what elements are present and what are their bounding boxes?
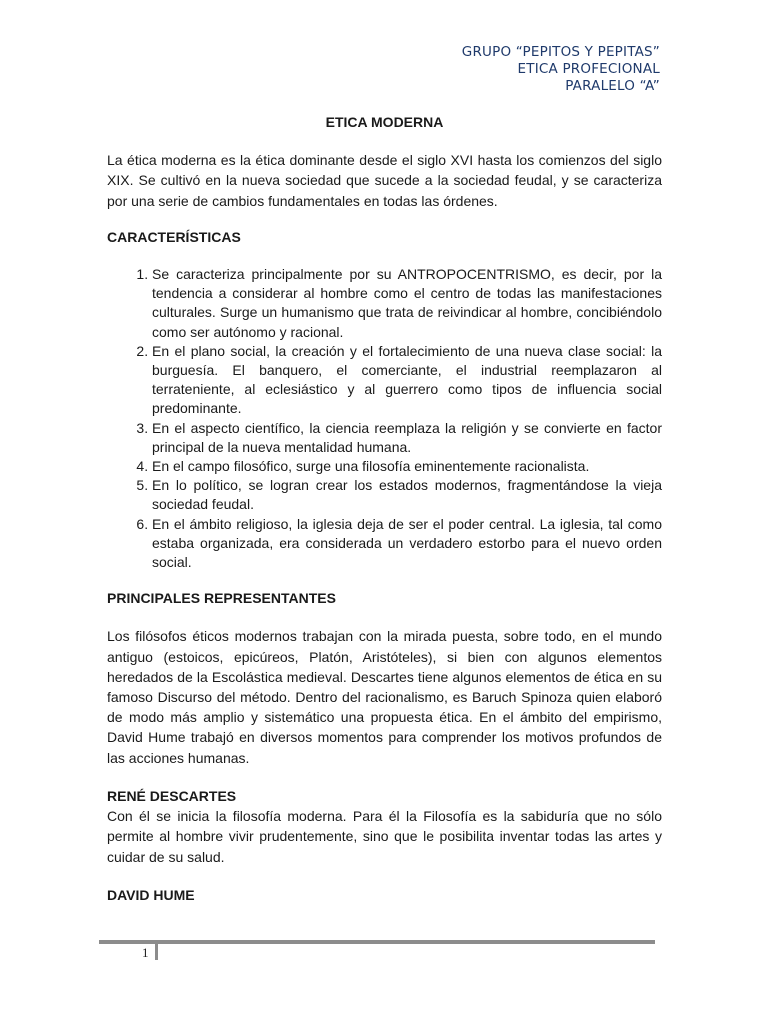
list-item: 2. En el plano social, la creación y el fortalecimiento de una nueva clase social: la burguesía. El banquero, el comerciante, el industrial reemplazaron al terrateniente, al eclesiástico y al guerrero como tipos de influencia social predominante. — [152, 342, 662, 419]
section-heading-caracteristicas: CARACTERÍSTICAS — [107, 228, 241, 245]
footer-divider — [99, 940, 655, 944]
header-course: ETICA PROFECIONAL — [517, 61, 660, 77]
list-item: 4. En el campo filosófico, surge una filosofía eminentemente racionalista. — [152, 457, 662, 476]
section-heading-hume: DAVID HUME — [107, 886, 195, 903]
page-number: 1 — [142, 945, 149, 960]
header-section: PARALELO “A” — [565, 78, 660, 94]
list-item: 3. En el aspecto científico, la ciencia reemplaza la religión y se convierte en factor principal de la nueva mentalidad humana. — [152, 419, 662, 457]
document-body — [107, 112, 662, 923]
caracteristicas-list — [107, 265, 662, 572]
document-title: ETICA MODERNA — [325, 114, 444, 130]
descartes-paragraph: Con él se inicia la filosofía moderna. Para él la Filosofía es la sabiduría que no sólo permite al hombre vivir prudentemente, sino que le posibilita inventar todas las artes y cuidar de su salud. — [107, 808, 662, 865]
page-number-bar — [155, 944, 158, 960]
page-header — [462, 44, 660, 95]
representantes-paragraph: Los filósofos éticos modernos trabajan con la mirada puesta, sobre todo, en el mundo antiguo (estoicos, epicúreos, Platón, Aristóteles), si bien con algunos elementos heredados de la Escolástica medieval. Descartes tiene algunos elementos de ética en su famoso Discurso del método. Dentro del racionalismo, es Baruch Spinoza quien elaboró de modo más amplio y sistemático una propuesta ética. En el ámbito del empirismo, David Hume trabajó en diversos momentos para comprender los motivos profundos de las acciones humanas. — [107, 628, 662, 766]
list-item: 1. Se caracteriza principalmente por su ANTROPOCENTRISMO, es decir, por la tendencia a considerar al hombre como el centro de todas las manifestaciones culturales. Surge un humanismo que trata de reivindicar al hombre, concibiéndolo como ser autónomo y racional. — [152, 265, 662, 342]
list-item: 6. En el ámbito religioso, la iglesia deja de ser el poder central. La iglesia, tal como estaba organizada, era considerada un verdadero estorbo para el nuevo orden social. — [152, 515, 662, 573]
header-group-name: GRUPO “PEPITOS Y PEPITAS” — [461, 44, 660, 60]
section-heading-representantes: PRINCIPALES REPRESENTANTES — [107, 590, 336, 607]
section-heading-descartes: RENÉ DESCARTES — [107, 787, 237, 804]
intro-paragraph: La ética moderna es la ética dominante desde el siglo XVI hasta los comienzos del siglo XIX. Se cultivó en la nueva sociedad que sucede a la sociedad feudal, y se caracteriza por una serie de cambios fundamentales en todas las órdenes. — [107, 152, 662, 209]
list-item: 5. En lo político, se logran crear los estados modernos, fragmentándose la vieja sociedad feudal. — [152, 476, 662, 514]
